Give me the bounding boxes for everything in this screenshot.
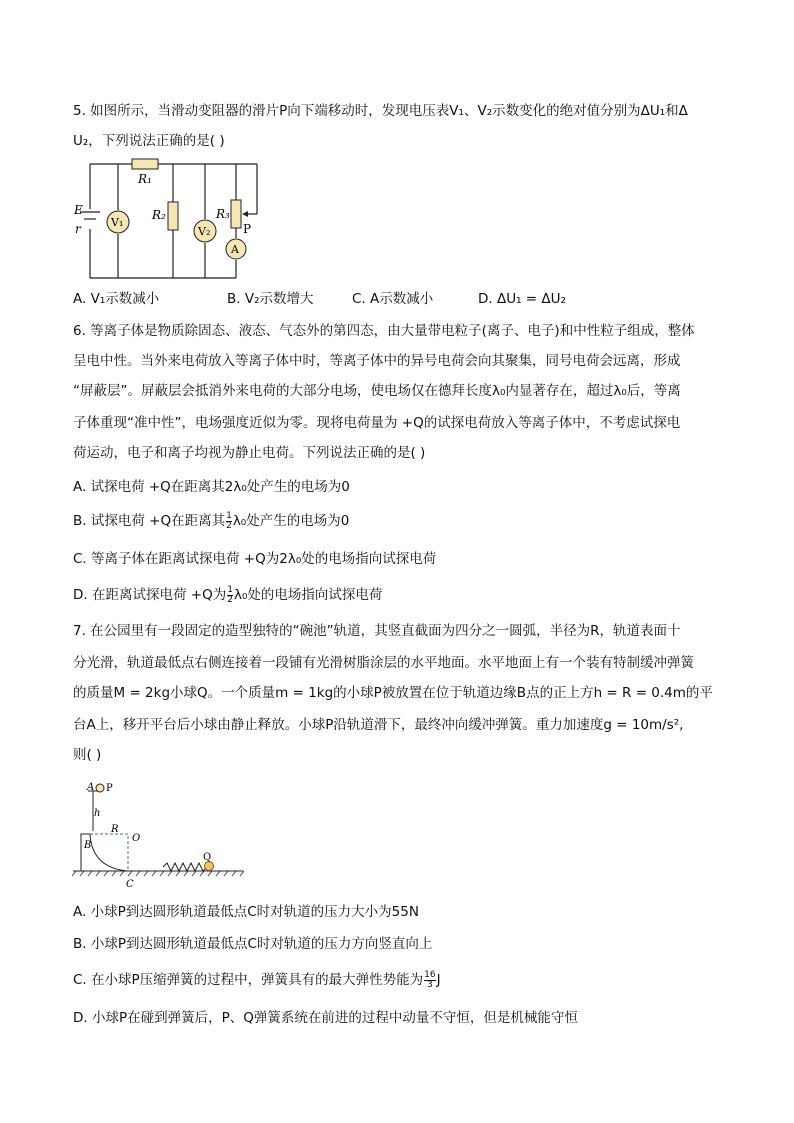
q7-track-diagram — [68, 776, 248, 891]
v2-label: V₂ — [198, 225, 211, 238]
q7-option-a: A. 小球P到达圆形轨道最低点C时对轨道的压力大小为55N — [73, 904, 419, 920]
q7-stem-line1: 7. 在公园里有一段固定的造型独特的“碗池”轨道，其竖直截面为四分之一圆弧，半径为R，轨道表面十 — [73, 623, 681, 639]
q6-stem-line4: 子体重现“准中性”，电场强度近似为零。现将电荷量为 +Q的试探电荷放入等离子体中，不考虑试探电 — [73, 415, 681, 431]
q7-stem-line2: 分光滑，轨道最低点右侧连接着一段铺有光滑树脂涂层的水平地面。水平地面上有一个装有特制缓冲弹簧 — [73, 655, 694, 671]
radius-r-label: R — [111, 824, 119, 835]
q6-stem-line3: “屏蔽层”。屏蔽层会抵消外来电荷的大部分电场，使电场仅在德拜长度λ₀内显著存在，超过λ₀后，等离 — [73, 383, 681, 399]
q5-stem-line2: U₂，下列说法正确的是( ) — [73, 133, 225, 149]
q7-option-d: D. 小球P在碰到弹簧后，P、Q弹簧系统在前进的过程中动量不守恒，但是机械能守恒 — [73, 1010, 578, 1026]
q6-stem-line1: 6. 等离子体是物质除固态、液态、气态外的第四态，由大量带电粒子(离子、电子)和中性粒子组成，整体 — [73, 323, 695, 339]
q7-option-b: B. 小球P到达圆形轨道最低点C时对轨道的压力方向竖直向上 — [73, 936, 433, 952]
q7-stem-line4: 台A上，移开平台后小球由静止释放。小球P沿轨道滑下，最终冲向缓冲弹簧。重力加速度g = 10m/s², — [73, 717, 684, 733]
q6-option-d: D. 在距离试探电荷 +Q为 $\frac{1}{2}$ λ₀处的电场指向试探电荷 — [73, 584, 383, 605]
q7-stem-line3: 的质量M = 2kg小球Q。一个质量m = 1kg的小球P被放置在位于轨道边缘B点的正上方h = R = 0.4m的平 — [73, 685, 713, 701]
r3-label: R₃ — [216, 207, 230, 221]
q6-stem-line5: 荷运动，电子和离子均视为静止电荷。下列说法正确的是( ) — [73, 445, 426, 461]
r1-label: R₁ — [138, 172, 152, 186]
internal-r-label: r — [75, 222, 81, 236]
p-label: P — [243, 222, 252, 236]
q6-option-b: B. 试探电荷 +Q在距离其 $\frac{1}{2}$ λ₀处产生的电场为0 — [73, 510, 350, 531]
point-b-label: B — [84, 840, 92, 851]
q5-option-b: B. V₂示数增大 — [227, 291, 314, 307]
q6-option-a: A. 试探电荷 +Q在距离其2λ₀处产生的电场为0 — [73, 479, 350, 495]
q5-stem-line1: 5. 如图所示，当滑动变阻器的滑片P向下端移动时，发现电压表V₁、V₂示数变化的绝对值分别为ΔU₁和Δ — [73, 103, 688, 119]
ball-q-label: Q — [203, 852, 212, 863]
point-a-label: A — [87, 782, 95, 793]
q7-option-c: C. 在小球P压缩弹簧的过程中，弹簧具有的最大弹性势能为 $\frac{16}{3}$ J — [73, 969, 441, 990]
emf-label: E — [74, 203, 83, 217]
q5-option-c: C. A示数减小 — [352, 291, 434, 307]
point-c-label: C — [126, 879, 134, 890]
q5-option-a: A. V₁示数减小 — [73, 291, 160, 307]
q5-circuit-diagram — [68, 154, 278, 284]
q6-option-c: C. 等离子体在距离试探电荷 +Q为2λ₀处的电场指向试探电荷 — [73, 551, 437, 567]
ammeter-label: A — [231, 243, 239, 256]
q5-option-d: D. ΔU₁ = ΔU₂ — [478, 291, 566, 307]
q6-stem-line2: 呈电中性。当外来电荷放入等离子体中时，等离子体中的异号电荷会向其聚集，同号电荷会远离，形成 — [73, 353, 681, 369]
height-h-label: h — [94, 808, 101, 819]
ball-p-label: P — [106, 783, 113, 794]
v1-label: V₁ — [111, 216, 124, 229]
center-o-label: O — [132, 833, 141, 844]
r2-label: R₂ — [152, 208, 166, 222]
q7-stem-line5: 则( ) — [73, 747, 102, 763]
